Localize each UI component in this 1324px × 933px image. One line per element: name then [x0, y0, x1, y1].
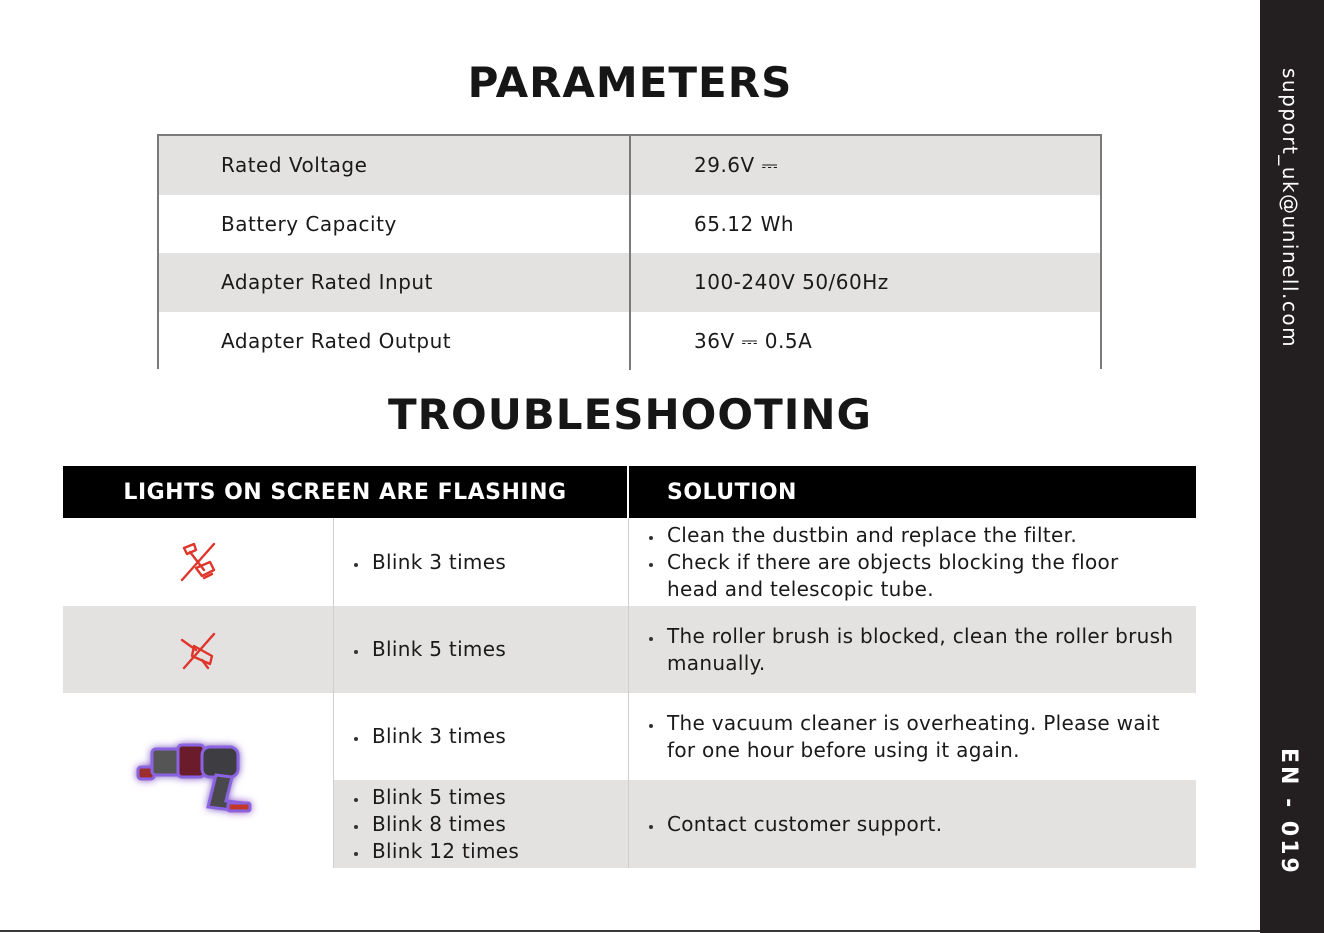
solution-cell — [629, 693, 1196, 780]
blocked-roller-brush-icon — [63, 606, 333, 693]
sidebar — [1260, 0, 1324, 933]
blink-cell — [333, 780, 629, 868]
table-row — [159, 136, 1100, 195]
parameters-title: PARAMETERS — [467, 58, 793, 107]
table-row — [159, 195, 1100, 254]
header-lights: LIGHTS ON SCREEN ARE FLASHING — [63, 466, 629, 518]
solution-cell — [629, 780, 1196, 868]
param-label: Adapter Rated Output — [159, 312, 631, 371]
solution-item: Contact customer support. — [647, 811, 1176, 838]
solution-item: The roller brush is blocked, clean the roller brush manually. — [647, 623, 1176, 677]
solution-cell — [629, 606, 1196, 693]
param-value: 29.6V ⎓ — [694, 153, 779, 178]
troubleshooting-title: TROUBLESHOOTING — [388, 390, 872, 439]
merged-rows — [63, 693, 1196, 868]
bottom-divider — [0, 930, 1260, 932]
table-row — [333, 780, 1196, 868]
table-row — [159, 253, 1100, 312]
support-email: support_uk@uninell.com — [1278, 68, 1302, 349]
blink-item: Blink 8 times — [352, 811, 628, 838]
param-value: 65.12 Wh — [694, 211, 795, 236]
vacuum-handheld-image — [63, 693, 333, 868]
table-row — [63, 606, 1196, 693]
blink-item: Blink 3 times — [352, 549, 628, 576]
blink-item: Blink 3 times — [352, 723, 628, 750]
table-row — [63, 518, 1196, 606]
param-value: 100-240V 50/60Hz — [694, 270, 889, 295]
param-label: Adapter Rated Input — [159, 253, 631, 312]
header-solution: SOLUTION — [667, 479, 797, 505]
blink-cell — [333, 606, 629, 693]
blocked-tube-icon — [63, 518, 333, 606]
table-header — [63, 466, 1196, 518]
blink-item: Blink 5 times — [352, 636, 628, 663]
blink-cell — [333, 693, 629, 780]
solution-item: The vacuum cleaner is overheating. Please wait for one hour before using it again. — [647, 710, 1176, 764]
parameters-table — [157, 134, 1102, 369]
blink-cell — [333, 518, 629, 606]
solution-cell — [629, 518, 1196, 606]
solution-item: Clean the dustbin and replace the filter. — [647, 522, 1176, 549]
troubleshooting-table — [63, 466, 1196, 868]
blink-item: Blink 5 times — [352, 784, 628, 811]
table-row — [159, 312, 1100, 371]
page-number: EN - 019 — [1276, 748, 1301, 876]
param-label: Battery Capacity — [159, 195, 631, 254]
solution-item: Check if there are objects blocking the floor head and telescopic tube. — [647, 549, 1176, 603]
param-value: 36V ⎓ 0.5A — [694, 328, 813, 353]
param-label: Rated Voltage — [159, 136, 631, 195]
blink-item: Blink 12 times — [352, 838, 628, 865]
table-row — [333, 693, 1196, 780]
